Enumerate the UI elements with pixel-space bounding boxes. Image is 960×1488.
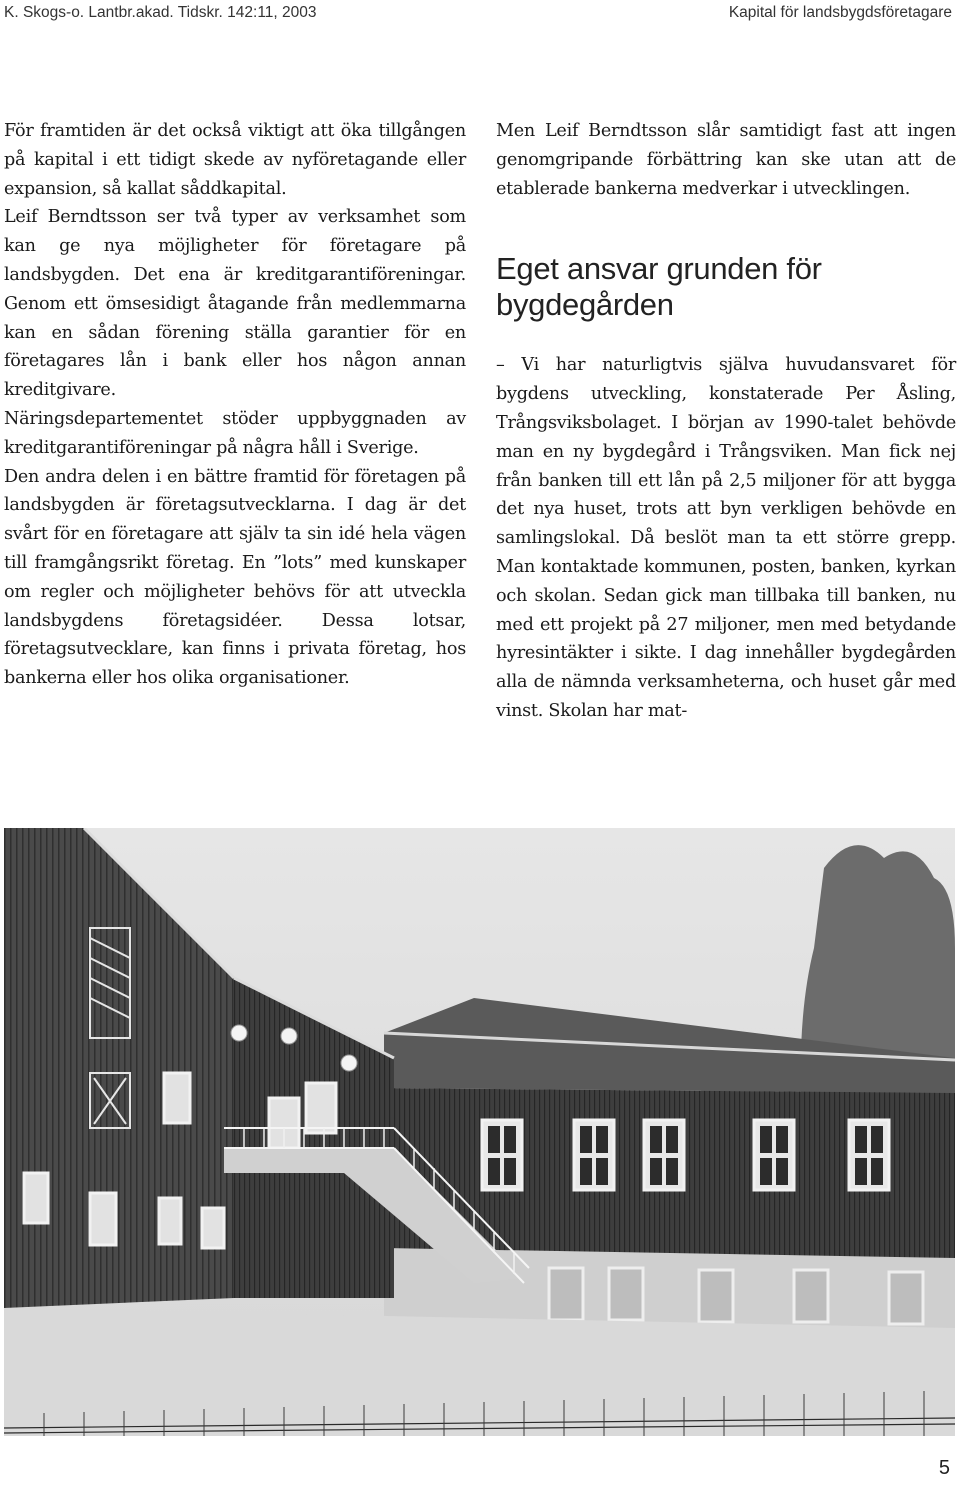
section-title: Kapital för landsbygdsföretagare (728, 4, 952, 21)
building-photo (4, 828, 955, 1436)
body-paragraph: – Vi har naturligtvis själva huvudansvaret för bygdens utveckling, konstaterade Per Åsling, Trångsviksbolaget. I början av 1990-talet behövde man en ny bygdegård i Trångsviken. Man fick nej från banken till ett lån på 2,5 miljoner för att bygga det nya huset, trots att byn verkligen behövde en samlingslokal. Då beslöt man ta ett större grepp. Man kontaktade kommunen, posten, banken, kyrkan och skolan. Sedan gick man tillbaka till banken, nu med ett projekt på 27 miljoner, men med betydande hyresintäkter i sikte. I dag innehåller bygdegården alla de nämnda verksamheterna, och huset går med vinst. Skolan har mat- (496, 355, 956, 721)
section-heading: Eget ansvar grunden för bygdegården (496, 251, 822, 323)
right-column (496, 117, 956, 726)
left-column (4, 117, 466, 693)
page-number: 5 (938, 1457, 950, 1479)
paragraph: För framtiden är det också viktigt att öka tillgången på kapital i ett tidigt skede av nyföretagande eller expansion, så kallat såddkapital. (4, 121, 466, 199)
paragraph: Näringsdepartementet stöder uppbyggnaden av kreditgarantiföreningar på några håll i Sverige. (4, 408, 466, 458)
paragraph: Den andra delen i en bättre framtid för företagen på landsbygden är företagsutvecklarna. I dag är det svårt för en företagare att själv ta sin idé hela vägen till framgångsrikt företag. En ”lots” med kunskaper om regler och möjligheter behövs för att utveckla landsbygdens företagsidéer. Dessa lotsar, företagsutvecklare, kan finns i privata företag, hos bankerna eller hos olika organisationer. (4, 466, 466, 689)
paragraph: Leif Berndtsson ser två typer av verksamhet som kan ge nya möjligheter för företagare på landsbygden. Det ena är kreditgarantiföreningar. Genom ett ömsesidigt åtagande från medlemmarna kan en sådan förening ställa garantier för en företagares lån i bank eller hos någon annan kreditgivare. (4, 207, 466, 401)
running-header (4, 4, 952, 28)
journal-citation: K. Skogs-o. Lantbr.akad. Tidskr. 142:11, 2003 (4, 4, 317, 21)
intro-paragraph: Men Leif Berndtsson slår samtidigt fast att ingen genomgripande förbättring kan ske utan att de etablerade bankerna medverkar i utvecklingen. (496, 121, 956, 199)
